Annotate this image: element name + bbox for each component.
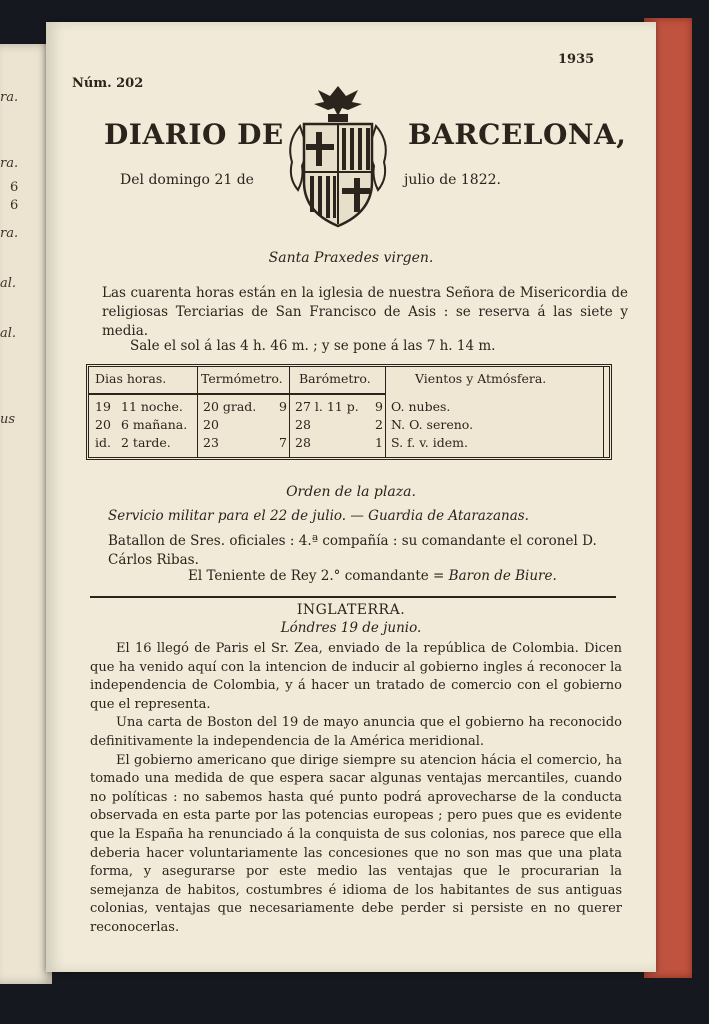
- news-paragraph: El gobierno americano que dirige siempre su atencion hácia el comercio, ha tomado una medida de que espera sacar algunas ventajas mercantiles, cuando no políticas : no sabemos hasta qué punto podrá aprovecharse de la conducta observada en esta parte por las potencias europeas ; pero pues que es evidente que la España ha renunciado á la conquista de sus colonias, nos parece que ella deberia hacer voluntariamente las concesiones que no son mas que una plata forma, y asegurarse por este medio las ventajas que le procurarian la semejanza de habitos, costumbres é idioma de los habitantes de sus antiguas colonias, ventajas que necesariamente debe perder si persiste en no querer reconocerlas.: [90, 752, 622, 935]
- date-right: julio de 1822.: [404, 172, 501, 188]
- orden-heading: Orden de la plaza.: [286, 484, 416, 500]
- weather-time: 11 noche.: [121, 399, 183, 414]
- weather-day: 19: [95, 399, 111, 414]
- news-paragraph: Una carta de Boston del 19 de mayo anuncia que el gobierno ha reconocido definitivamente la independencia de la América meridional.: [90, 715, 622, 749]
- weather-wind: O. nubes.: [391, 399, 451, 414]
- weather-time: 6 mañana.: [121, 417, 188, 432]
- weather-wind: S. f. v. idem.: [391, 435, 468, 450]
- facing-page-fragment: us: [0, 412, 16, 427]
- news-paragraph: El 16 llegó de Paris el Sr. Zea, enviado de la república de Colombia. Dicen que ha venido aquí con la intencion de inducir al gobierno ingles á reconocer la independencia de Colombia, y á hacer un tratado de comercio con el gobierno que el representa.: [90, 641, 622, 712]
- weather-time: 2 tarde.: [121, 435, 171, 450]
- weather-thermo-frac: 9: [279, 399, 287, 414]
- weather-baro-frac: 1: [375, 435, 383, 450]
- facing-page-fragment: al.: [0, 326, 17, 341]
- weather-baro-frac: 9: [375, 399, 383, 414]
- facing-page-fragment: ra.: [0, 90, 19, 105]
- facing-page-fragment: ra.: [0, 156, 19, 171]
- facing-page-fragment: ra.: [0, 226, 19, 241]
- newspaper-page: [46, 22, 656, 972]
- weather-thermo: 20 grad.: [203, 399, 257, 414]
- weather-day: 20: [95, 417, 111, 432]
- weather-baro: 27 l. 11 p.: [295, 399, 359, 414]
- facing-page-fragment: 6: [10, 198, 19, 213]
- teniente-name: Baron de Biure.: [448, 568, 557, 584]
- coat-of-arms-icon: [278, 82, 398, 232]
- weather-baro: 28: [295, 417, 311, 432]
- issue-number: Núm. 202: [72, 76, 144, 91]
- news-dateline: Lóndres 19 de junio.: [280, 620, 422, 636]
- saint-of-day: Santa Praxedes virgen.: [268, 250, 434, 266]
- news-country: INGLATERRA.: [296, 602, 406, 618]
- weather-baro-frac: 2: [375, 417, 383, 432]
- weather-wind: N. O. sereno.: [391, 417, 474, 432]
- weather-header: Barómetro.: [299, 371, 371, 386]
- weather-table: [86, 364, 612, 460]
- sunrise-sunset: Sale el sol á las 4 h. 46 m. ; y se pone á las 7 h. 14 m.: [130, 338, 496, 354]
- masthead-left: DIARIO DE: [104, 118, 284, 151]
- facing-page-fragment: 6: [10, 180, 19, 195]
- weather-thermo-frac: 7: [279, 435, 287, 450]
- page-number: 1935: [558, 52, 595, 67]
- weather-divider: [89, 393, 385, 395]
- batallon-line: Batallon de Sres. oficiales : 4.ª compañía : su comandante el coronel D. Cárlos Ribas.: [108, 533, 597, 568]
- forty-hours-notice: Las cuarenta horas están en la iglesia de nuestra Señora de Misericordia de religiosas Terciarias de San Francisco de Asis : se reserva á las siete y media.: [102, 285, 628, 339]
- teniente-line: [188, 568, 557, 584]
- masthead-right: BARCELONA,: [408, 118, 627, 151]
- weather-baro: 28: [295, 435, 311, 450]
- news-body: [90, 640, 622, 938]
- date-left: Del domingo 21 de: [120, 172, 254, 188]
- servicio-line: Servicio militar para el 22 de julio. — Guardia de Atarazanas.: [108, 508, 529, 524]
- weather-thermo: 20: [203, 417, 219, 432]
- weather-day: id.: [95, 435, 111, 450]
- weather-header: Dias horas.: [95, 371, 167, 386]
- teniente-text: El Teniente de Rey 2.° comandante =: [188, 568, 449, 584]
- section-rule: [90, 596, 616, 598]
- weather-header: Termómetro.: [201, 371, 283, 386]
- weather-header: Vientos y Atmósfera.: [415, 371, 547, 386]
- facing-page: [0, 44, 52, 984]
- facing-page-fragment: al.: [0, 276, 17, 291]
- weather-thermo: 23: [203, 435, 219, 450]
